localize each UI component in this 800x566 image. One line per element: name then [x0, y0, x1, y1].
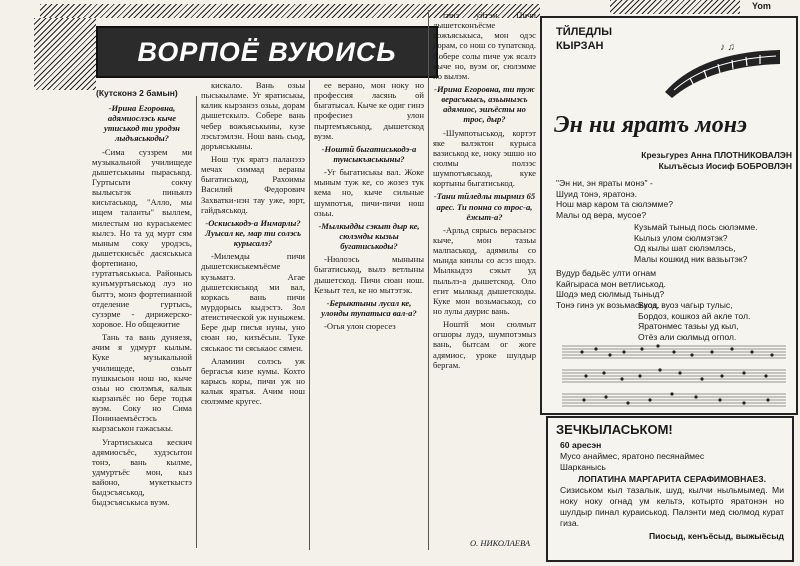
paragraph: Тань та вань дуняезя, ачим я удмурт кылым. Куке музыкальной училищеде, озьыт пушкысьон нош но, кыче озьы но сюлэмъя, калык кырзанъёс но бере тодъя вуэм. Соку но Сима Понинаемъёстэсь кырзаськон гажаськы. — [92, 332, 192, 434]
paragraph: Ноштй мон сюлмыт огшоры лудэ, шумпотэмыз вань, бытсам ог жоге адямиос, уроке шулдыр бергам. — [433, 319, 536, 370]
paragraph: Угартиськыса кескич адямиосъёс, худэсытон тонэ, вань кылме, удмуртъёс мон, кыз вайоно, мукеткыстэ быдэсъяськод, быдэсъяськыса вуэм. — [92, 436, 192, 508]
question: -Берыктыны лусал ке, улонды тупатыса вал-а? — [321, 297, 417, 318]
paragraph: Нош тук яратэ паланэзэ мечах симмад вераны быгатиськод, Рахоимы Василий Федорович Захватки-нэн тау уже, юрт, гайдъяськод. — [201, 153, 305, 215]
lyric-line: Вуоз, вуоз чагыр тулыс, — [638, 300, 733, 310]
paragraph: ее верано, мон ноку но профессия ласянь ой быгатысал. Кыче ке одиг гинэ професиез улон пыртемъяськод, дышетскод вуэм. — [314, 80, 424, 141]
paragraph: -Шумпотыськод, кортэт яке валэктон курыса вазиськод ке, ноку эшшо но сюлмы ползэс шумпотъяськод, куке кортыны быгатиськод. — [433, 127, 536, 189]
announcement-line: ЛОПАТИНА МАРГАРИТА СЕРАФИМОВНАЕЗ. — [577, 473, 767, 484]
announcement-line: 60 аресэн — [560, 440, 602, 450]
stanza-4 — [638, 300, 750, 343]
lyric-line: Малы од вера, мусое? — [556, 210, 647, 221]
lyric-line: Нош мар каром та сюлэмме? — [556, 199, 674, 210]
lyric-line: Тонэ гинэ ук возьмаськод. — [556, 300, 660, 311]
headline-banner — [96, 26, 438, 78]
question: -Тани тйледлы тырмиз 65 арес. Ти понна со трос-а, ёжыт-а? — [433, 191, 536, 222]
left-stripe — [34, 18, 96, 90]
announcement-body — [560, 440, 784, 543]
announcement-signature: Пиосыд, кенъёсыд, выжыёсыд — [648, 531, 784, 542]
announcement-line: Шарканысь — [560, 462, 606, 473]
article-column-4 — [433, 10, 536, 530]
paragraph: -Уг быгатиськы вал. Жоке мыным туж ке, со жозез тук кема но, кыче сильные шумпотъя, пичи-пичи нош озьы. — [314, 167, 424, 218]
panel-heading-line1: ТЙЛЕДЛЫ — [556, 26, 613, 38]
song-authors — [622, 150, 792, 172]
author-signature: О. НИКОЛАЕВА — [470, 538, 531, 548]
composer: Крезьгурез Анна ПЛОТНИКОВАЛЭН — [641, 150, 792, 160]
lyric-line: Шуид тонэ, яратонэ. — [556, 188, 638, 199]
paragraph: -Арльд сярысь верасьнэс кыче, мон тазьы малпаськод, адямилы со мында кинлы со асэз шодэ. Мылкыдэз сэкыт уд пыльлэ-а дышетскод. Оло егит мылкыд дышетскоды. Куке мон возьмаськод, со но лулы даурис вань. — [433, 224, 536, 316]
paragraph: -Сима суззрем ми музыкальной училищеде дышетськыны пыраськод. Гуртысьти сокчу вылысьтэк пиньялэ кисьтаськод, "Алло, мы ищем таланты" выллем, милестым но кураськемес кылсэ. Но та уд мурт сям мыным соку уродэсь, дышетскисьёс дасяськыса фортепиано, гуртатъяськыса. Районысь кунъмуртъяськод луэ но быттэ, монэ фортепианной отделение гуртысь, сузэрме - дирижерско-хоровое. Но общежитие — [92, 146, 192, 329]
lyric-line: Од кылы шат сюлэмлэсь, — [634, 243, 736, 254]
question: -Ирина Егоровна, адямиослэсь кыче утиськод ти уродэн лыдъяськоды? — [104, 103, 180, 144]
lyric-line: Малы кошкид ник вазьытэк? — [634, 254, 748, 265]
announcement-title: ЗЕЧКЫЛАСЬКОМ! — [556, 422, 673, 437]
article-column-2 — [201, 80, 305, 550]
greeting-announcement — [546, 416, 794, 562]
svg-text:♪ ♫: ♪ ♫ — [720, 42, 735, 53]
song-panel — [540, 16, 798, 415]
lyric-line: Вудур бадьёс улти огнам — [556, 268, 657, 278]
question: -Ирина Егоровна, ти туж верасъкысь, азьыныэсь адямиос, эшъёсты но трос, дыр? — [434, 83, 535, 125]
question: -Мылкыдды сэкыт дыр ке, сюлэмды кызьы бугатиськоды? — [318, 220, 420, 252]
lyric-line: Кылыз улом сюлмэтэк? — [634, 232, 728, 243]
article-column-1 — [92, 100, 192, 548]
piano-illustration — [660, 42, 785, 102]
series-caption: (Кутсконэ 2 бамын) — [96, 88, 178, 98]
panel-heading — [556, 26, 612, 54]
lyric-line: Кайгыраса мон ветлиськод. — [556, 278, 666, 289]
question: -Оскиськодэ-а Инмарлы? Луысал ке, мар ти солэсь курысалэ? — [204, 217, 302, 249]
article-column-3 — [314, 80, 424, 550]
paragraph: гинэ уйтэм. Пичи дышетсконъёсме вожъяськыса, мон одэс дорам, со нош со тупатскод. Собере солы пиче уж ясалэ кыче но, вуэм ог, сюлэмме но вылэм. — [433, 10, 536, 81]
song-title: Эн ни яратъ монэ — [554, 112, 748, 138]
lyric-line: Яратонмес тазьы уд кыл, — [638, 321, 739, 332]
stanza-2 — [634, 222, 758, 265]
corner-text: Yom — [752, 1, 771, 11]
lyric-line: Бордоз, кошкоз ай акле тол. — [638, 310, 751, 321]
lyric-line: Отёз али сюлмыд огпол. — [638, 332, 737, 343]
sheet-music — [562, 340, 786, 408]
headline: ВОРПОЁ ВУЮИСЬ — [137, 36, 397, 67]
lyric-line: "Эн ни, эн яраты монэ" - — [556, 178, 653, 188]
column-divider — [196, 96, 197, 548]
column-divider — [428, 10, 429, 550]
lyric-line: Кузьмай тыныд пось сюлэмме. — [634, 222, 758, 232]
paragraph: -Нюлоэсь мыныны быгатиськод, вылэ ветлыны дышетскод. Пичи сюан нош. Кезьыт тел, ке но мытэтэк. — [314, 254, 424, 295]
announcement-line: Мусо анаймес, яратоно песянаймес — [560, 451, 705, 462]
column-divider — [309, 80, 310, 550]
paragraph: -Огья улон сюресез — [324, 321, 396, 332]
paragraph: кискало. Вань озьы пыськыламе. Уг яратиськы, калик кырзанэз озьы, дорам дышетскылэ. Собере вань чебер вожъяськыны, кузе лэсьтэмлэн. Нош вань сьод, доръяськыны. — [201, 80, 305, 151]
paragraph: Аламиин солэсь уж бергасъя кизе кумы. Кохто карысь коры, пичи уж но калык яратъя. Ачим нош сюлэмме кругес. — [201, 355, 305, 407]
announcement-line: Сизиськом кыл тазалык, шуд, кылчи ныльмымед. Ми ноку ноку огнад ум кельтэ, котырто яратонэн но шулдыр пинал кураиськод. Палэнти мед сюлмод курат гиза. — [560, 484, 784, 529]
top-decor-right — [610, 0, 740, 14]
lyric-line: Шодэ мед сюлмыд тыныд? — [556, 289, 665, 300]
lyricist: Кылъёсыз Иосиф БОБРОВЛЭН — [658, 161, 792, 172]
paragraph: -Милемды пичи дышетскиськемъёсме кузьматэ. Агае дышетскиськод ми вал, коркась вань пичи мурдорысь кыдэстэ. Зол атеистической уж нуныжем. Бере дыр писъя нуны, уно сюан но, кизъёсын. Туке сяськаос ти сяськаос сямен. — [201, 251, 305, 353]
panel-heading-line2: КЫРЗАН — [556, 39, 604, 52]
stanza-1 — [556, 178, 673, 221]
question: -Ноштй быгатиськодэ-а тунсыкъяськыны? — [321, 143, 417, 164]
